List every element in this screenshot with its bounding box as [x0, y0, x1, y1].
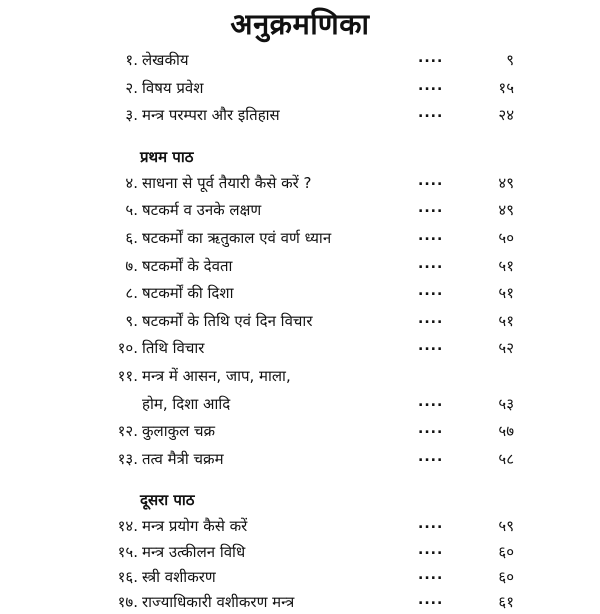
entry-title: होम, दिशा आदि	[142, 394, 231, 413]
entry-number: ११.	[117, 366, 138, 385]
entry-title: तत्व मैत्री चक्रम	[142, 449, 224, 468]
toc-entry	[0, 252, 600, 280]
entry-leader: ....	[418, 448, 444, 465]
entry-number: ७.	[125, 256, 138, 275]
section-heading	[0, 484, 600, 512]
entry-page: ६०	[498, 568, 514, 587]
entry-leader: ....	[418, 393, 444, 410]
toc-entry	[0, 74, 600, 102]
entry-page: ५७	[498, 422, 514, 441]
entry-number: ३.	[125, 106, 138, 125]
entry-number: ८.	[125, 284, 138, 303]
entry-page: ५०	[498, 228, 514, 247]
entry-page: ४९	[498, 201, 514, 220]
section-heading	[0, 141, 600, 169]
toc-entry	[0, 196, 600, 224]
toc-entry	[0, 169, 600, 197]
entry-number: १५.	[117, 542, 138, 561]
entry-page: ६०	[498, 542, 514, 561]
entry-number: १.	[125, 51, 138, 69]
toc-entry-continuation	[0, 390, 600, 418]
entry-leader: ....	[418, 172, 444, 189]
entry-number: १७.	[117, 593, 138, 612]
toc-entry	[0, 334, 600, 362]
entry-leader: ....	[418, 227, 444, 244]
entry-title: षटकर्मों के देवता	[142, 256, 233, 275]
entry-number: ४.	[125, 173, 138, 192]
entry-title: षटकर्मों की दिशा	[142, 284, 234, 303]
entry-page: ५८	[498, 449, 514, 468]
entry-title: तिथि विचार	[142, 339, 205, 358]
toc-entry	[0, 417, 600, 445]
entry-title: मन्त्र प्रयोग कैसे करें	[142, 517, 248, 536]
entry-title: मन्त्र परम्परा और इतिहास	[142, 106, 280, 125]
entry-leader: ....	[418, 592, 444, 609]
entry-page: ६१	[498, 593, 514, 612]
toc-entry	[0, 279, 600, 307]
entry-title: कुलाकुल चक्र	[142, 422, 216, 441]
entry-leader: ....	[418, 421, 444, 438]
page-title: अनुक्रमणिका	[230, 7, 370, 41]
section-heading-text: दूसरा पाठ	[140, 491, 195, 510]
toc-entry	[0, 224, 600, 252]
entry-number: १२.	[117, 422, 138, 441]
entry-number: १६.	[117, 568, 138, 587]
entry-leader: ....	[418, 77, 444, 94]
toc-entry	[0, 538, 600, 563]
entry-leader: ....	[418, 50, 444, 66]
entry-page: ९	[506, 51, 514, 69]
entry-page: ५१	[498, 256, 514, 275]
entry-number: १४.	[117, 517, 138, 536]
entry-page: ५९	[498, 517, 514, 536]
entry-number: १०.	[117, 339, 138, 358]
toc-entry	[0, 307, 600, 335]
entry-page: ५१	[498, 311, 514, 330]
entry-title: लेखकीय	[142, 51, 189, 69]
toc-entry	[0, 445, 600, 473]
entry-title: षटकर्म व उनके लक्षण	[142, 201, 262, 220]
entry-title: षटकर्मों के तिथि एवं दिन विचार	[142, 311, 313, 330]
toc-entry	[0, 588, 600, 613]
entry-leader: ....	[418, 310, 444, 327]
toc-entry	[0, 362, 600, 390]
entry-leader: ....	[418, 255, 444, 272]
entry-number: १३.	[117, 449, 138, 468]
entry-title: विषय प्रवेश	[142, 78, 204, 97]
entry-title: षटकर्मों का ऋतुकाल एवं वर्ण ध्यान	[142, 228, 332, 247]
toc-list	[0, 38, 600, 614]
entry-leader: ....	[418, 283, 444, 300]
section-heading-text: प्रथम पाठ	[140, 147, 194, 166]
entry-title: मन्त्र में आसन, जाप, माला,	[142, 366, 291, 385]
entry-number: ९.	[125, 311, 138, 330]
entry-title: स्त्री वशीकरण	[142, 568, 216, 587]
entry-page: ५१	[498, 284, 514, 303]
entry-title: राज्याधिकारी वशीकरण मन्त्र	[142, 593, 295, 612]
entry-leader: ....	[418, 516, 444, 533]
toc-entry	[0, 101, 600, 129]
entry-page: ५३	[498, 394, 514, 413]
entry-number: २.	[125, 78, 138, 97]
entry-leader: ....	[418, 105, 444, 122]
entry-page: १५	[498, 78, 514, 97]
entry-number: ६.	[125, 228, 138, 247]
entry-page: ५२	[498, 339, 514, 358]
entry-leader: ....	[418, 541, 444, 558]
entry-leader: ....	[418, 567, 444, 584]
toc-entry	[0, 563, 600, 588]
entry-title: साधना से पूर्व तैयारी कैसे करें ?	[142, 173, 312, 192]
toc-entry	[0, 512, 600, 537]
entry-title: मन्त्र उत्कीलन विधि	[142, 542, 246, 561]
entry-page: २४	[498, 106, 514, 125]
entry-number: ५.	[125, 201, 138, 220]
toc-entry	[0, 46, 600, 74]
entry-leader: ....	[418, 338, 444, 355]
entry-page: ४९	[498, 173, 514, 192]
entry-leader: ....	[418, 200, 444, 217]
